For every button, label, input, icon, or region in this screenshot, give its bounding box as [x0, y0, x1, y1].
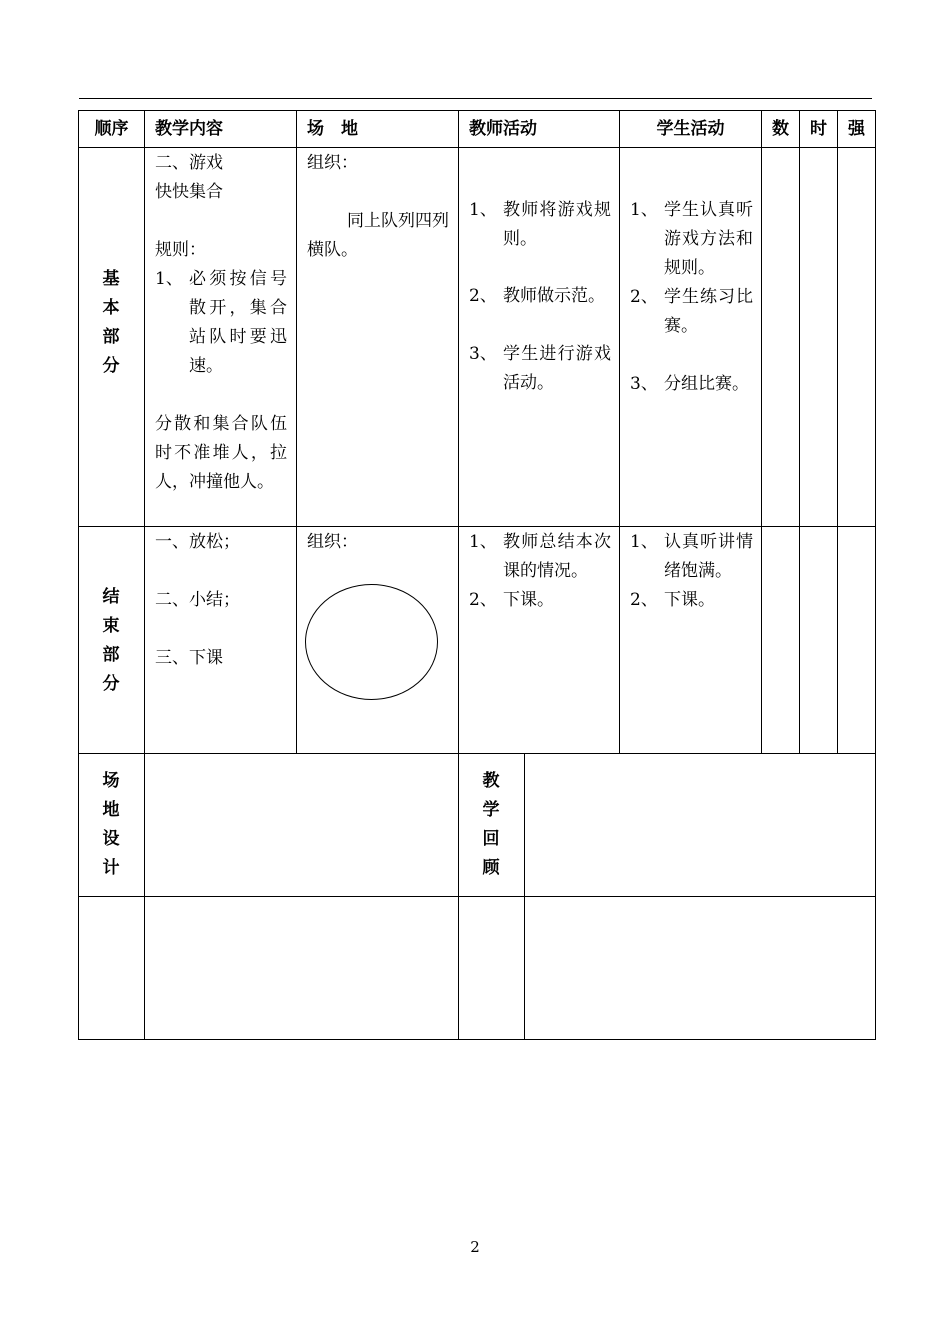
header-rule — [79, 98, 872, 99]
end-student-item-2: 2、 下课。 — [630, 590, 715, 610]
basic-student-item-3: 3、 分组比赛。 — [630, 374, 749, 394]
end-teacher-item-1: 1、 教师总结本次课的情况。 — [469, 532, 611, 581]
basic-rules-label: 规则： — [155, 240, 206, 260]
basic-venue-org: 组织： — [307, 153, 358, 173]
end-content-item-2: 二、小结； — [155, 590, 240, 610]
basic-venue-formation: 同上队列四列横队。 — [307, 211, 449, 260]
basic-teacher-item-3: 3、 学生进行游戏活动。 — [469, 344, 611, 393]
basic-rule-note: 分散和集合队伍时不准堆人，拉人，冲撞他人。 — [155, 414, 287, 492]
header-venue: 场 地 — [307, 119, 358, 139]
basic-student — [630, 149, 753, 399]
header-student: 学生活动 — [656, 119, 725, 139]
venue-design-label: 场 地 设 计 — [102, 771, 120, 878]
end-content-item-1: 一、放松； — [155, 532, 240, 552]
basic-student-item-1: 1、 学生认真听游戏方法和规则。 — [630, 200, 753, 278]
header-intensity: 强 — [848, 119, 865, 139]
header-teacher: 教师活动 — [469, 119, 537, 139]
basic-rule-item: 1、 必须按信号散开，集合站队时要迅速。 — [155, 269, 287, 376]
formation-circle — [305, 584, 438, 700]
end-content-item-3: 三、下课 — [155, 648, 223, 668]
header-order: 顺序 — [94, 119, 129, 139]
basic-game-title: 二、游戏 — [155, 153, 223, 173]
basic-game-name: 快快集合 — [155, 182, 223, 202]
basic-teacher-item-2: 2、 教师做示范。 — [469, 286, 605, 306]
end-venue-org: 组织： — [307, 532, 358, 552]
end-student — [630, 528, 753, 615]
header-count: 数 — [772, 119, 789, 139]
end-section-label: 结 束 部 分 — [102, 587, 120, 694]
end-teacher-item-2: 2、 下课。 — [469, 590, 554, 610]
header-content: 教学内容 — [155, 119, 223, 139]
basic-section-label: 基 本 部 分 — [102, 269, 120, 376]
basic-content — [155, 149, 287, 497]
end-content — [155, 528, 287, 673]
end-student-item-1: 1、 认真听讲情绪饱满。 — [630, 532, 753, 581]
basic-teacher — [469, 149, 611, 398]
end-teacher — [469, 528, 611, 615]
header-time: 时 — [810, 119, 827, 139]
end-venue — [307, 528, 449, 557]
basic-teacher-item-1: 1、 教师将游戏规则。 — [469, 200, 611, 249]
teaching-review-label: 教 学 回 顾 — [482, 771, 500, 878]
page-number: 2 — [470, 1238, 480, 1256]
basic-student-item-2: 2、 学生练习比赛。 — [630, 287, 753, 336]
basic-venue — [307, 149, 449, 265]
